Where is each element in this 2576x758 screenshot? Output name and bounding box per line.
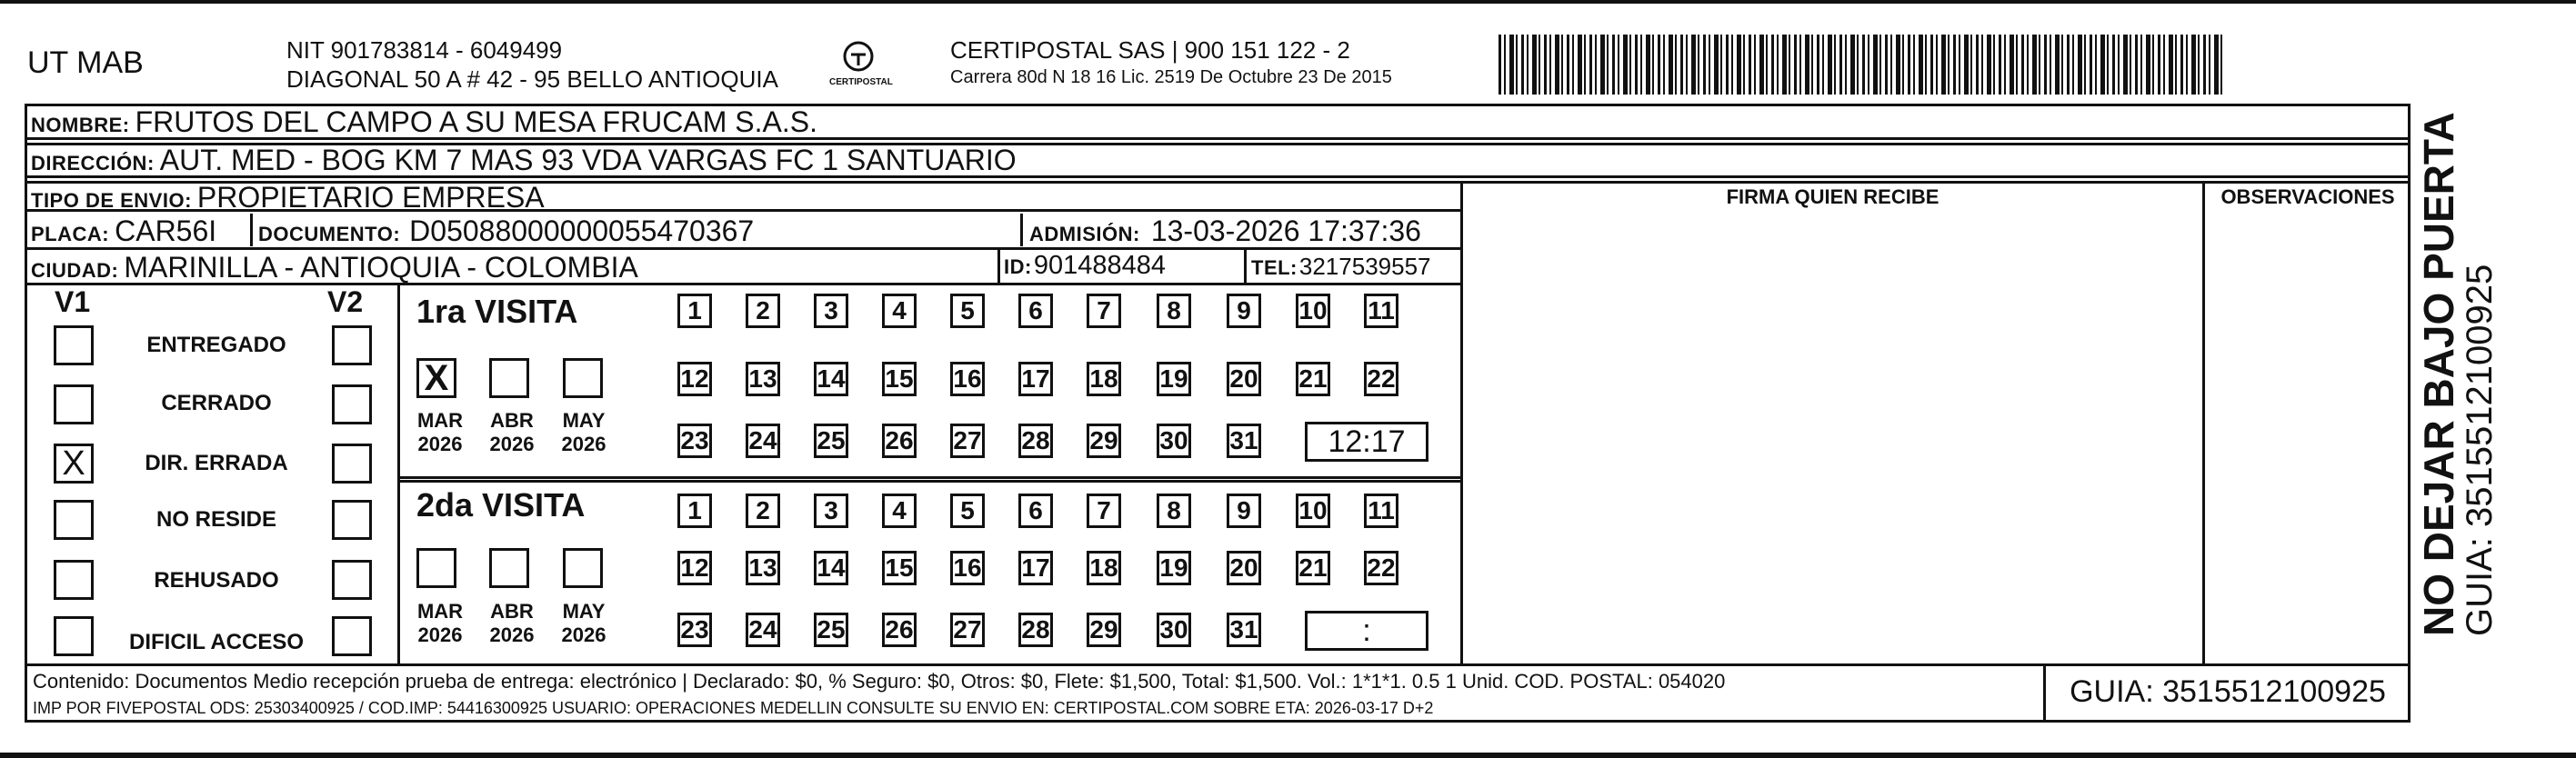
- first-visit-day-27[interactable]: 27: [950, 424, 985, 458]
- first-visit-day-23[interactable]: 23: [677, 424, 712, 458]
- first-visit-day-25[interactable]: 25: [814, 424, 848, 458]
- month-year: 2026: [561, 433, 606, 455]
- logo-text: CERTIPOSTAL: [829, 77, 893, 87]
- first-visit-title: 1ra VISITA: [416, 293, 578, 330]
- first-visit-day-16[interactable]: 16: [950, 362, 985, 396]
- logo-emblem-icon: [840, 40, 877, 73]
- second-visit-day-18[interactable]: 18: [1087, 551, 1121, 585]
- first-visit-day-2[interactable]: 2: [746, 294, 780, 328]
- v1-label: V1: [55, 285, 91, 318]
- top-border: [0, 0, 2576, 4]
- v2-checkbox-entregado[interactable]: [332, 325, 372, 365]
- month-name: MAY: [562, 600, 606, 623]
- rule: [1244, 247, 1247, 283]
- tipo-label: TIPO DE ENVIO:: [31, 189, 192, 212]
- option-label-entregado: ENTREGADO: [146, 333, 286, 357]
- second-visit-month-abr-checkbox[interactable]: [489, 548, 529, 588]
- second-visit-month-may-checkbox[interactable]: [563, 548, 603, 588]
- barcode: [1498, 35, 2226, 95]
- month-year: 2026: [489, 623, 535, 646]
- first-visit-day-20[interactable]: 20: [1227, 362, 1261, 396]
- direccion-value: AUT. MED - BOG KM 7 MAS 93 VDA VARGAS FC 1 SANTUARIO: [159, 144, 1017, 176]
- tel-value: 3217539557: [1298, 253, 1431, 280]
- id-label: ID:: [1004, 255, 1032, 278]
- direccion-label: DIRECCIÓN:: [31, 152, 155, 175]
- company-address: DIAGONAL 50 A # 42 - 95 BELLO ANTIOQUIA: [286, 65, 778, 93]
- nombre-row: [31, 105, 817, 137]
- first-visit-day-15[interactable]: 15: [882, 362, 917, 396]
- second-visit-day-4[interactable]: 4: [882, 494, 917, 528]
- first-visit-day-1[interactable]: 1: [677, 294, 712, 328]
- second-visit-day-16[interactable]: 16: [950, 551, 985, 585]
- first-visit-day-5[interactable]: 5: [950, 294, 985, 328]
- first-visit-day-6[interactable]: 6: [1018, 294, 1053, 328]
- second-visit-day-22[interactable]: 22: [1364, 551, 1398, 585]
- option-label-dir-errada: DIR. ERRADA: [145, 451, 288, 475]
- first-visit-day-19[interactable]: 19: [1157, 362, 1191, 396]
- rule: [397, 476, 1461, 479]
- second-visit-day-31[interactable]: 31: [1227, 613, 1261, 647]
- v1-checkbox-dificil-acceso[interactable]: [54, 616, 94, 656]
- second-visit-day-3[interactable]: 3: [814, 494, 848, 528]
- v2-label: V2: [327, 285, 364, 318]
- second-visit-day-7[interactable]: 7: [1087, 494, 1121, 528]
- first-visit-day-14[interactable]: 14: [814, 362, 848, 396]
- second-visit-day-23[interactable]: 23: [677, 613, 712, 647]
- second-visit-day-26[interactable]: 26: [882, 613, 917, 647]
- second-visit-day-30[interactable]: 30: [1157, 613, 1191, 647]
- second-visit-day-5[interactable]: 5: [950, 494, 985, 528]
- id-row: [1004, 251, 1166, 281]
- month-year: 2026: [489, 433, 535, 455]
- second-visit-day-15[interactable]: 15: [882, 551, 917, 585]
- v2-checkbox-no-reside[interactable]: [332, 500, 372, 540]
- first-visit-day-8[interactable]: 8: [1157, 294, 1191, 328]
- tipo-row: [31, 181, 545, 214]
- footer-imp: IMP POR FIVEPOSTAL ODS: 25303400925 / COD.IMP: 54416300925 USUARIO: OPERACIONES MEDELLIN CONSULTE SU ENVIO EN: CERTIPOSTAL.COM SOBRE ETA: 2026-03-17 D+2: [33, 699, 1434, 717]
- first-visit-day-9[interactable]: 9: [1227, 294, 1261, 328]
- first-visit-month-abr: [485, 409, 539, 456]
- second-visit-day-28[interactable]: 28: [1018, 613, 1053, 647]
- first-visit-day-18[interactable]: 18: [1087, 362, 1121, 396]
- second-visit-day-17[interactable]: 17: [1018, 551, 1053, 585]
- first-visit-month-mar: [413, 409, 467, 456]
- second-visit-title: 2da VISITA: [416, 486, 586, 524]
- first-visit-day-7[interactable]: 7: [1087, 294, 1121, 328]
- tel-label: TEL:: [1251, 256, 1298, 279]
- v1-checkbox-no-reside[interactable]: [54, 500, 94, 540]
- rule: [397, 480, 1461, 483]
- rule: [1020, 214, 1023, 246]
- second-visit-day-29[interactable]: 29: [1087, 613, 1121, 647]
- side-warning: NO DEJAR BAJO PUERTA: [2415, 112, 2462, 636]
- admision-value: 13-03-2026 17:37:36: [1150, 214, 1421, 247]
- second-visit-month-abr: [485, 600, 539, 647]
- first-visit-day-4[interactable]: 4: [882, 294, 917, 328]
- footer-contenido: Contenido: Documentos Medio recepción prueba de entrega: electrónico | Declarado: $0, % Seguro: $0, Otros: $0, Flete: $1,500, Total: $1,500. Vol.: 1*1*1. 0.5 1 Unid. COD. POSTAL: 054020: [33, 670, 1726, 693]
- ciudad-row: [31, 251, 638, 284]
- v2-checkbox-cerrado[interactable]: [332, 384, 372, 424]
- company-name: UT MAB: [27, 45, 144, 80]
- signature-area[interactable]: [1463, 209, 2202, 663]
- nombre-label: NOMBRE:: [31, 114, 130, 136]
- rule: [250, 214, 253, 246]
- first-visit-day-26[interactable]: 26: [882, 424, 917, 458]
- documento-value: D05088000000055470367: [409, 214, 755, 247]
- v2-checkbox-rehusado[interactable]: [332, 560, 372, 600]
- observations-area[interactable]: [2205, 209, 2411, 663]
- option-label-dificil-acceso: DIFICIL ACCESO: [128, 630, 304, 654]
- second-visit-day-24[interactable]: 24: [746, 613, 780, 647]
- ciudad-value: MARINILLA - ANTIOQUIA - COLOMBIA: [124, 251, 638, 284]
- first-visit-month-abr-checkbox[interactable]: [489, 358, 529, 398]
- first-visit-month-may: [556, 409, 611, 456]
- first-visit-day-3[interactable]: 3: [814, 294, 848, 328]
- first-visit-day-22[interactable]: 22: [1364, 362, 1398, 396]
- admision-row: [1029, 214, 1421, 248]
- second-visit-month-may: [556, 600, 611, 647]
- placa-value: CAR56I: [115, 214, 217, 247]
- second-visit-day-21[interactable]: 21: [1296, 551, 1330, 585]
- second-visit-time-field[interactable]: :: [1305, 611, 1428, 651]
- id-value: 901488484: [1033, 251, 1166, 280]
- second-visit-day-25[interactable]: 25: [814, 613, 848, 647]
- v1-checkbox-rehusado[interactable]: [54, 560, 94, 600]
- v1-checkbox-dir-errada[interactable]: X: [54, 444, 94, 484]
- option-label-no-reside: NO RESIDE: [155, 507, 277, 532]
- second-visit-day-1[interactable]: 1: [677, 494, 712, 528]
- observaciones-header: OBSERVACIONES: [2220, 185, 2395, 208]
- first-visit-month-mar-checkbox[interactable]: X: [416, 358, 456, 398]
- direccion-row: [31, 144, 1017, 177]
- second-visit-month-mar-checkbox[interactable]: [416, 548, 456, 588]
- v1-checkbox-cerrado[interactable]: [54, 384, 94, 424]
- carrier-license: Carrera 80d N 18 16 Lic. 2519 De Octubre 23 De 2015: [950, 67, 1392, 87]
- tipo-value: PROPIETARIO EMPRESA: [196, 181, 545, 214]
- certipostal-logo: [829, 40, 893, 87]
- placa-label: PLACA:: [31, 223, 110, 245]
- placa-row: [31, 214, 216, 248]
- nombre-value: FRUTOS DEL CAMPO A SU MESA FRUCAM S.A.S.: [135, 105, 817, 138]
- second-visit-day-6[interactable]: 6: [1018, 494, 1053, 528]
- documento-label: DOCUMENTO:: [258, 223, 401, 245]
- month-year: 2026: [417, 433, 463, 455]
- admision-label: ADMISIÓN:: [1029, 223, 1140, 245]
- second-visit-day-27[interactable]: 27: [950, 613, 985, 647]
- month-year: 2026: [417, 623, 463, 646]
- month-name: MAY: [562, 409, 606, 432]
- second-visit-day-12[interactable]: 12: [677, 551, 712, 585]
- second-visit-day-14[interactable]: 14: [814, 551, 848, 585]
- second-visit-day-13[interactable]: 13: [746, 551, 780, 585]
- rule: [25, 663, 2411, 666]
- first-visit-day-17[interactable]: 17: [1018, 362, 1053, 396]
- first-visit-day-11[interactable]: 11: [1364, 294, 1398, 328]
- first-visit-time-field[interactable]: 12:17: [1305, 422, 1428, 462]
- tel-row: [1251, 253, 1431, 281]
- first-visit-day-13[interactable]: 13: [746, 362, 780, 396]
- company-nit: NIT 901783814 - 6049499: [286, 36, 563, 64]
- first-visit-day-28[interactable]: 28: [1018, 424, 1053, 458]
- month-name: ABR: [490, 409, 534, 432]
- month-year: 2026: [561, 623, 606, 646]
- option-label-cerrado: CERRADO: [161, 391, 272, 415]
- first-visit-day-31[interactable]: 31: [1227, 424, 1261, 458]
- second-visit-day-20[interactable]: 20: [1227, 551, 1261, 585]
- v1-checkbox-entregado[interactable]: [54, 325, 94, 365]
- first-visit-day-12[interactable]: 12: [677, 362, 712, 396]
- rule: [997, 247, 1000, 283]
- side-text: [2414, 0, 2501, 636]
- firma-header: FIRMA QUIEN RECIBE: [1726, 185, 1940, 208]
- footer-guia: GUIA: 3515512100925: [2070, 674, 2386, 709]
- v2-checkbox-dir-errada[interactable]: [332, 444, 372, 484]
- v2-checkbox-dificil-acceso[interactable]: [332, 616, 372, 656]
- second-visit-day-8[interactable]: 8: [1157, 494, 1191, 528]
- month-name: ABR: [490, 600, 534, 623]
- first-visit-month-may-checkbox[interactable]: [563, 358, 603, 398]
- side-guia: GUIA: 3515512100925: [2460, 264, 2500, 636]
- month-name: MAR: [416, 600, 464, 623]
- month-name: MAR: [416, 409, 464, 432]
- first-visit-day-30[interactable]: 30: [1157, 424, 1191, 458]
- second-visit-day-2[interactable]: 2: [746, 494, 780, 528]
- first-visit-day-21[interactable]: 21: [1296, 362, 1330, 396]
- second-visit-day-9[interactable]: 9: [1227, 494, 1261, 528]
- documento-row: [258, 214, 754, 248]
- second-visit-day-11[interactable]: 11: [1364, 494, 1398, 528]
- option-label-rehusado: REHUSADO: [154, 568, 279, 593]
- first-visit-day-10[interactable]: 10: [1296, 294, 1330, 328]
- ciudad-label: CIUDAD:: [31, 259, 119, 282]
- bottom-border: [0, 753, 2576, 758]
- carrier-name: CERTIPOSTAL SAS | 900 151 122 - 2: [950, 36, 1350, 64]
- second-visit-day-10[interactable]: 10: [1296, 494, 1330, 528]
- second-visit-day-19[interactable]: 19: [1157, 551, 1191, 585]
- first-visit-day-29[interactable]: 29: [1087, 424, 1121, 458]
- rule: [397, 283, 400, 664]
- second-visit-month-mar: [413, 600, 467, 647]
- first-visit-day-24[interactable]: 24: [746, 424, 780, 458]
